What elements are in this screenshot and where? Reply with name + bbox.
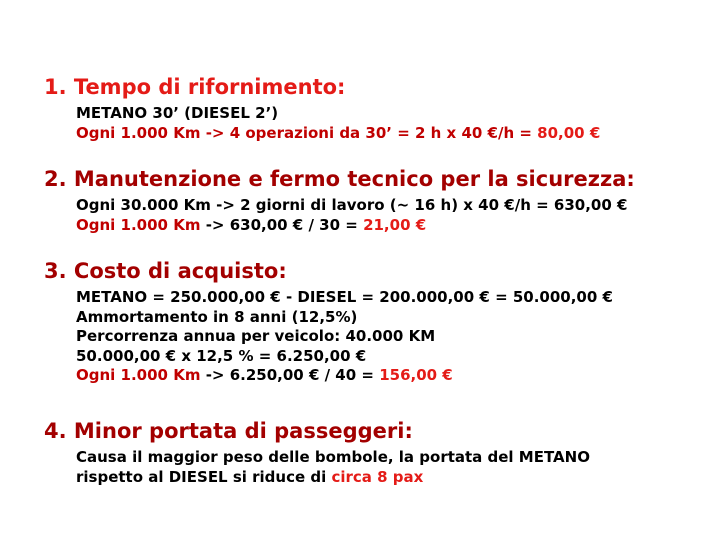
section-4-body (76, 448, 714, 487)
section-2-line-2 (76, 216, 714, 236)
section-3-line-2: Ammortamento in 8 anni (12,5%) (76, 307, 358, 326)
section-1-heading (44, 74, 714, 100)
section-3-line-4: 50.000,00 € x 12,5 % = 6.250,00 € (76, 346, 367, 365)
section-3-title: Costo di acquisto: (73, 259, 287, 283)
section-1-line-2-mid: -> 4 operazioni da 30’ = 2 h x 40 €/h = (205, 123, 538, 142)
section-2-number: 2. (44, 167, 67, 191)
section-1-body (76, 104, 714, 143)
section-1-line-2-value: 80,00 € (537, 123, 601, 142)
section-1-title: Tempo di rifornimento: (73, 75, 346, 99)
section-3-line-5 (76, 366, 714, 386)
section-2-line-2-prefix: Ogni 1.000 Km (76, 215, 206, 234)
section-4-line-1: Causa il maggior peso delle bombole, la portata del METANO (76, 448, 590, 466)
section-2-title: Manutenzione e fermo tecnico per la sicurezza: (73, 167, 635, 191)
section-4-line-2-prefix: rispetto al DIESEL si riduce di (76, 467, 332, 486)
section-3-heading (44, 258, 714, 284)
section-1-line-2 (76, 124, 714, 144)
section-2-line-2-value: 21,00 € (363, 215, 427, 234)
section-4 (44, 418, 714, 487)
section-4-number: 4. (44, 419, 67, 443)
section-4-title: Minor portata di passeggeri: (73, 419, 413, 443)
section-4-line-2 (76, 468, 714, 488)
section-1-line-2-prefix: Ogni 1.000 Km (76, 123, 206, 142)
section-3-line-5-value: 156,00 € (379, 366, 453, 384)
section-3-body (76, 288, 714, 386)
section-3-line-5-prefix: Ogni 1.000 Km (76, 366, 206, 384)
section-2-line-2-mid: -> 630,00 € / 30 = (205, 215, 364, 234)
section-1 (44, 74, 714, 143)
section-2-body (76, 196, 714, 235)
section-4-line-2-value: circa 8 pax (331, 467, 424, 486)
section-1-number: 1. (44, 75, 67, 99)
section-1-line-1: METANO 30’ (DIESEL 2’) (76, 104, 279, 122)
section-2 (44, 166, 714, 235)
section-3 (44, 258, 714, 386)
section-3-line-3: Percorrenza annua per veicolo: 40.000 KM (76, 327, 436, 345)
section-3-line-5-mid: -> 6.250,00 € / 40 = (205, 366, 380, 384)
section-2-heading (44, 166, 714, 192)
section-3-line-1: METANO = 250.000,00 € - DIESEL = 200.000,00 € = 50.000,00 € (76, 288, 613, 306)
section-2-line-1: Ogni 30.000 Km -> 2 giorni di lavoro (~ 16 h) x 40 €/h = 630,00 € (76, 196, 628, 214)
section-4-heading (44, 418, 714, 444)
section-3-number: 3. (44, 259, 67, 283)
